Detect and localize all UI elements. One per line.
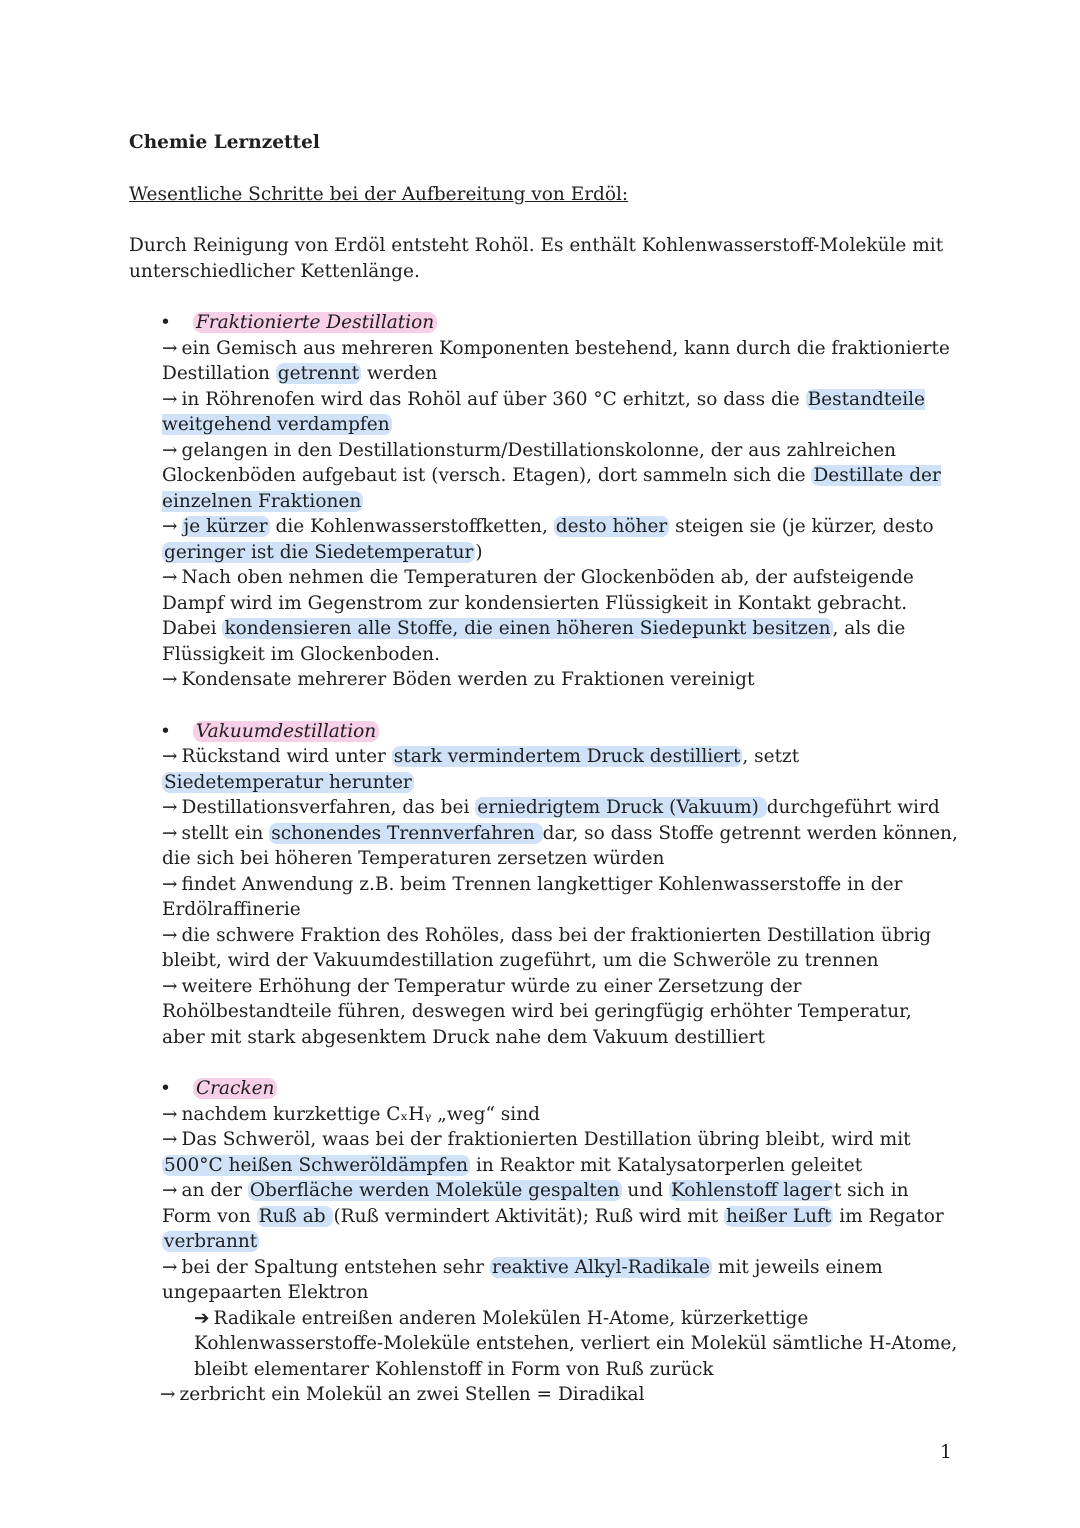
text: Kondensate mehrerer Böden werden zu Fraktionen vereinigt	[181, 669, 755, 690]
text: durchgeführt wird	[766, 797, 940, 818]
text: ein Gemisch aus mehreren Komponenten bestehend, kann durch die fraktionierte Destillation	[162, 337, 950, 384]
section-heading	[162, 719, 959, 745]
section-cracken	[129, 1076, 959, 1408]
highlight: Oberfläche werden Moleküle gespalten	[249, 1180, 620, 1201]
bold-arrow-icon: ➔	[194, 1307, 210, 1329]
highlight: reaktive Alkyl-Radikale	[491, 1256, 711, 1278]
highlight: verbrannt	[164, 1231, 258, 1252]
section-heading	[162, 310, 959, 336]
section-fraktionierte-destillation	[129, 310, 959, 693]
arrow-icon: →	[162, 1129, 178, 1150]
highlight: heißer Luft	[726, 1205, 832, 1227]
text: )	[475, 541, 483, 563]
text: zerbricht ein Molekül an zwei Stellen = Diradikal	[179, 1384, 645, 1405]
section-vakuumdestillation	[129, 719, 959, 1051]
highlight: Bestandteile weitgehend verdampfen	[162, 388, 925, 435]
bullet-line	[162, 974, 959, 1051]
highlight: schonendes Trennverfahren	[271, 822, 541, 844]
text: weitere Erhöhung der Temperatur würde zu einer Zersetzung der Rohölbestandteile führen, deswegen wird bei geringfügig erhöhter Temperatur, aber mit stark abgesenktem Druck nahe dem Vakuum destilliert	[162, 975, 912, 1048]
bullet-line	[162, 336, 959, 387]
bullet-line	[162, 667, 959, 693]
text: t sich in Form von	[162, 1180, 909, 1227]
arrow-icon: →	[162, 337, 178, 359]
arrow-icon: →	[162, 669, 178, 690]
highlight: getrennt	[277, 363, 360, 384]
text: dar, so dass Stoffe getrennt werden können, die sich bei höheren Temperaturen zersetzen würden	[162, 822, 958, 869]
text: die Kohlenwasserstoffketten,	[269, 516, 554, 537]
arrow-icon: →	[160, 1384, 176, 1405]
text: in Röhrenofen wird das Rohöl auf über 360 °C erhitzt, so dass die	[181, 388, 806, 410]
text: gelangen in den Destillationsturm/Destillationskolonne, der aus zahlreichen Glockenböden aufgebaut ist (versch. Etagen), dort sammeln sich die	[162, 439, 897, 486]
text: in Reaktor mit Katalysatorperlen geleitet	[470, 1154, 863, 1176]
bullet-line	[162, 821, 959, 872]
text: (Ruß vermindert Aktivität); Ruß wird mit	[333, 1205, 725, 1227]
document-title: Chemie Lernzettel	[129, 132, 320, 153]
highlight: Destillate der einzelnen Fraktionen	[162, 465, 941, 512]
text: steigen sie (je kürzer, desto	[669, 516, 934, 537]
highlight: Kohlenstoff lager	[670, 1180, 832, 1201]
highlight: Siedetemperatur herunter	[164, 771, 412, 793]
arrow-icon: →	[162, 439, 178, 461]
text: , als die Flüssigkeit im Glockenboden.	[162, 618, 906, 665]
bullet-icon: •	[160, 1078, 171, 1099]
bullet-line	[162, 565, 959, 667]
highlight: Ruß ab	[258, 1205, 332, 1227]
text: Rückstand wird unter	[181, 746, 392, 767]
arrow-icon: →	[162, 797, 178, 818]
intro-paragraph: Durch Reinigung von Erdöl entsteht Rohöl. Es enthält Kohlenwasserstoff-Moleküle mit unterschiedlicher Kettenlänge.	[129, 235, 944, 282]
text: die schwere Fraktion des Rohöles, dass bei der fraktionierten Destillation übrig bleibt, wird der Vakuumdestillation zugeführt, um die Schweröle zu trennen	[162, 924, 932, 971]
bullet-line	[162, 744, 959, 795]
highlight: stark vermindertem Druck destilliert	[393, 746, 741, 767]
arrow-icon: →	[162, 388, 178, 410]
bullet-line	[162, 438, 959, 515]
text: , setzt	[742, 746, 800, 767]
text: an der	[181, 1180, 248, 1201]
arrow-icon: →	[162, 746, 178, 767]
bullet-line	[162, 923, 959, 974]
bullet-icon: •	[160, 312, 171, 333]
arrow-icon: →	[162, 567, 178, 588]
text: und	[621, 1180, 669, 1201]
highlight: geringer ist die Siedetemperatur	[164, 541, 474, 563]
heading-label: Cracken	[193, 1078, 277, 1099]
text: Radikale entreißen anderen Molekülen H-Atome, kürzerkettige Kohlenwasserstoffe-Moleküle entstehen, verliert ein Molekül sämtliche H-Atome, bleibt elementarer Kohlenstoff in Form von Ruß zurück	[194, 1307, 958, 1380]
text: stellt ein	[181, 822, 270, 844]
arrow-icon: →	[162, 1103, 178, 1125]
sub-bullet-line	[162, 1306, 959, 1383]
text: Nach oben nehmen die Temperaturen der Glockenböden ab, der aufsteigende Dampf wird im Gegenstrom zur kondensierten Flüssigkeit in Kontakt gebracht. Dabei	[162, 567, 914, 639]
arrow-icon: →	[162, 975, 178, 997]
bullet-icon: •	[160, 720, 171, 742]
document-subtitle: Wesentliche Schritte bei der Aufbereitung von Erdöl:	[129, 183, 629, 205]
bullet-line	[162, 1102, 959, 1128]
arrow-icon: →	[162, 924, 178, 946]
text: nachdem kurzkettige CₓHᵧ „weg“ sind	[181, 1103, 540, 1125]
text: Das Schweröl, waas bei der fraktionierten Destillation übring bleibt, wird mit	[181, 1129, 911, 1150]
text: im Regator	[833, 1205, 944, 1227]
arrow-icon: →	[162, 1256, 178, 1278]
page-number: 1	[940, 1442, 952, 1463]
bullet-line	[162, 795, 959, 821]
section-heading	[162, 1076, 959, 1102]
highlight: erniedrigtem Druck (Vakuum)	[477, 797, 765, 818]
text: findet Anwendung z.B. beim Trennen langkettiger Kohlenwasserstoffe in der Erdölraffinerie	[162, 873, 903, 920]
highlight: kondensieren alle Stoffe, die einen höheren Siedepunkt besitzen	[224, 618, 831, 639]
heading-label: Fraktionierte Destillation	[193, 312, 437, 333]
bullet-line	[160, 1382, 959, 1408]
text: mit jeweils einem ungepaarten Elektron	[162, 1256, 883, 1303]
document-body	[129, 130, 959, 1434]
text: Destillationsverfahren, das bei	[181, 797, 476, 818]
arrow-icon: →	[162, 822, 178, 844]
arrow-icon: →	[162, 516, 178, 537]
highlight: 500°C heißen Schweröldämpfen	[164, 1154, 469, 1176]
bullet-line	[162, 872, 959, 923]
text: werden	[361, 363, 438, 384]
arrow-icon: →	[162, 1180, 178, 1201]
bullet-line	[162, 1127, 959, 1178]
bullet-line	[162, 514, 959, 565]
highlight: desto höher	[555, 516, 668, 537]
bullet-line	[162, 1178, 959, 1255]
heading-label: Vakuumdestillation	[193, 721, 379, 742]
highlight: je kürzer	[183, 516, 268, 537]
bullet-line	[162, 1255, 959, 1306]
bullet-line	[162, 387, 959, 438]
text: bei der Spaltung entstehen sehr	[181, 1256, 490, 1278]
arrow-icon: →	[162, 873, 178, 895]
